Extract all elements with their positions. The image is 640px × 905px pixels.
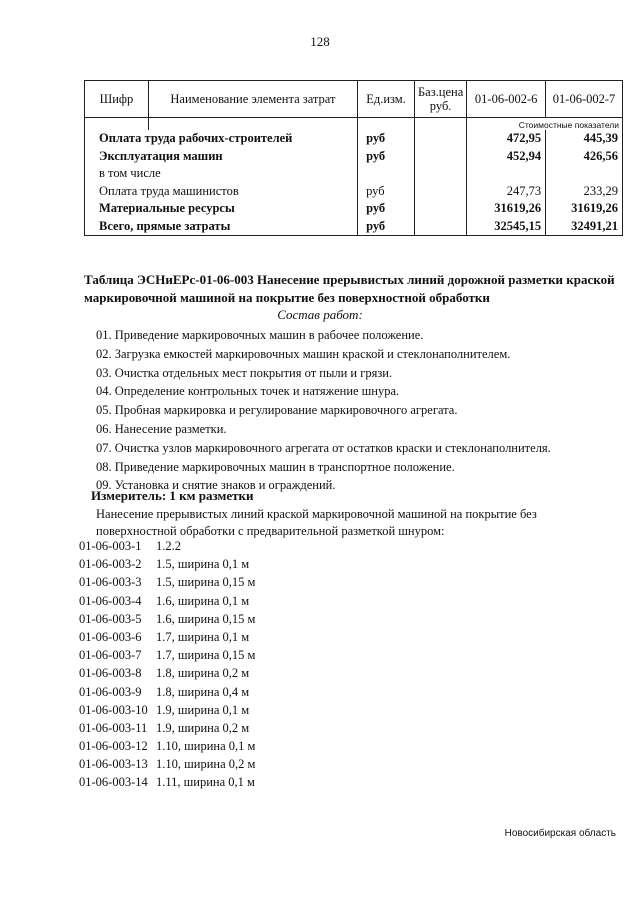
row-name: Оплата труда машинистов [85, 183, 358, 201]
row-base [414, 218, 466, 236]
row-value-1: 32545,15 [467, 218, 546, 236]
row-value-2: 233,29 [546, 183, 623, 201]
item-text: 1.5, ширина 0,1 м [156, 557, 250, 572]
row-value-2: 426,56 [546, 148, 623, 166]
header-unit: Ед.изм. [358, 81, 415, 118]
table-row [85, 130, 623, 148]
section-subtitle: Состав работ: [277, 307, 363, 322]
header-col-2: 01-06-002-7 [546, 81, 623, 118]
section-title: Таблица ЭСНиЕРс-01-06-003 Нанесение прерывистых линий дорожной разметки краской маркировочной машиной на покрытие без поверхностной обработки [84, 272, 615, 305]
operation-item: 01. Приведение маркировочных машин в рабочее положение. [96, 328, 424, 342]
row-unit: руб [358, 200, 415, 218]
row-value-2 [546, 165, 623, 183]
item-code: 01-06-003-6 [79, 629, 142, 644]
list-item [79, 664, 255, 682]
cost-table [84, 80, 623, 236]
item-code: 01-06-003-1 [79, 539, 142, 553]
header-code: Шифр [85, 81, 149, 118]
row-name: Эксплуатация машин [85, 148, 358, 166]
item-code: 01-06-003-9 [79, 684, 142, 699]
item-text: 1.8, ширина 0,2 м [156, 666, 250, 681]
measure-unit: Измеритель: 1 км разметки [91, 488, 254, 503]
item-code: 01-06-003-10 [79, 702, 148, 717]
row-value-1: 452,94 [467, 148, 546, 166]
codes-list [79, 537, 255, 792]
operation-item: 02. Загрузка емкостей маркировочных машин краской и стеклонаполнителем. [96, 346, 511, 361]
item-code: 01-06-003-3 [79, 575, 142, 590]
list-item [79, 537, 255, 555]
row-value-1: 31619,26 [467, 200, 546, 218]
operation-item: 06. Нанесение разметки. [96, 421, 227, 436]
item-code: 01-06-003-8 [79, 666, 142, 681]
list-item [79, 573, 255, 591]
row-base [414, 200, 466, 218]
row-base [414, 130, 466, 148]
table-row [85, 218, 623, 236]
item-text: 1.10, ширина 0,2 м [156, 757, 256, 772]
row-name: Оплата труда рабочих-строителей [85, 130, 358, 148]
list-item [79, 737, 255, 755]
row-base [414, 148, 466, 166]
section-description: Нанесение прерывистых линий краской маркировочной машиной на покрытие без поверхностной обработки с предварительной разметкой шнуром: [96, 507, 537, 538]
item-code: 01-06-003-13 [79, 757, 148, 772]
row-name: Всего, прямые затраты [85, 218, 358, 236]
row-unit [358, 165, 415, 183]
header-col-1: 01-06-002-6 [467, 81, 546, 118]
operation-item: 08. Приведение маркировочных машин в транспортное положение. [96, 459, 455, 474]
operation-item: 09. Установка и снятие знаков и ограждений. [96, 478, 336, 493]
list-item [79, 646, 255, 664]
row-value-2: 31619,26 [546, 200, 623, 218]
row-unit: руб [358, 148, 415, 166]
table-row [85, 183, 623, 201]
operation-item: 05. Пробная маркировка и регулирование маркировочного агрегата. [96, 403, 458, 418]
row-unit: руб [358, 130, 415, 148]
item-code: 01-06-003-5 [79, 611, 142, 626]
item-text: 1.5, ширина 0,15 м [156, 575, 256, 590]
list-item [79, 628, 255, 646]
cost-indicators-label: Стоимостные показатели [467, 118, 623, 131]
row-value-1 [467, 165, 546, 183]
list-item [79, 755, 255, 773]
item-text: 1.9, ширина 0,1 м [156, 702, 250, 717]
list-item [79, 701, 255, 719]
item-code: 01-06-003-7 [79, 648, 142, 663]
row-value-1: 247,73 [467, 183, 546, 201]
row-value-2: 32491,21 [546, 218, 623, 236]
page-number: 128 [310, 34, 330, 49]
item-code: 01-06-003-12 [79, 739, 148, 754]
list-item [79, 683, 255, 701]
list-item [79, 592, 255, 610]
table-header-row [85, 81, 623, 118]
item-text: 1.7, ширина 0,1 м [156, 629, 250, 644]
item-text: 1.7, ширина 0,15 м [156, 648, 256, 663]
operations-list [96, 326, 551, 495]
item-text: 1.6, ширина 0,15 м [156, 611, 256, 626]
row-value-2: 445,39 [546, 130, 623, 148]
row-value-1: 472,95 [467, 130, 546, 148]
item-code: 01-06-003-11 [79, 720, 148, 735]
operation-item: 07. Очистка узлов маркировочного агрегата от остатков краски и стеклонаполнителя. [96, 440, 551, 455]
item-text: 1.2.2 [156, 539, 181, 553]
item-code: 01-06-003-14 [79, 775, 148, 790]
header-name: Наименование элемента затрат [148, 81, 357, 118]
row-name: Материальные ресурсы [85, 200, 358, 218]
table-row [85, 165, 623, 183]
item-text: 1.8, ширина 0,4 м [156, 684, 250, 699]
row-unit: руб [358, 218, 415, 236]
item-code: 01-06-003-2 [79, 557, 142, 572]
row-base [414, 183, 466, 201]
row-base [414, 165, 466, 183]
list-item [79, 555, 255, 573]
list-item [79, 719, 255, 737]
footer-region: Новосибирская область [504, 828, 616, 839]
list-item [79, 610, 255, 628]
table-subheader-row [85, 118, 623, 131]
operation-item: 03. Очистка отдельных мест покрытия от пыли и грязи. [96, 365, 393, 380]
item-text: 1.11, ширина 0,1 м [156, 775, 255, 790]
item-code: 01-06-003-4 [79, 593, 142, 608]
operation-item: 04. Определение контрольных точек и натяжение шнура. [96, 384, 400, 399]
item-text: 1.6, ширина 0,1 м [156, 593, 250, 608]
row-name: в том числе [85, 165, 358, 183]
item-text: 1.10, ширина 0,1 м [156, 739, 256, 754]
table-row [85, 200, 623, 218]
row-unit: руб [358, 183, 415, 201]
table-row [85, 148, 623, 166]
item-text: 1.9, ширина 0,2 м [156, 720, 250, 735]
header-base-price: Баз.цена руб. [414, 81, 466, 118]
list-item [79, 773, 255, 791]
